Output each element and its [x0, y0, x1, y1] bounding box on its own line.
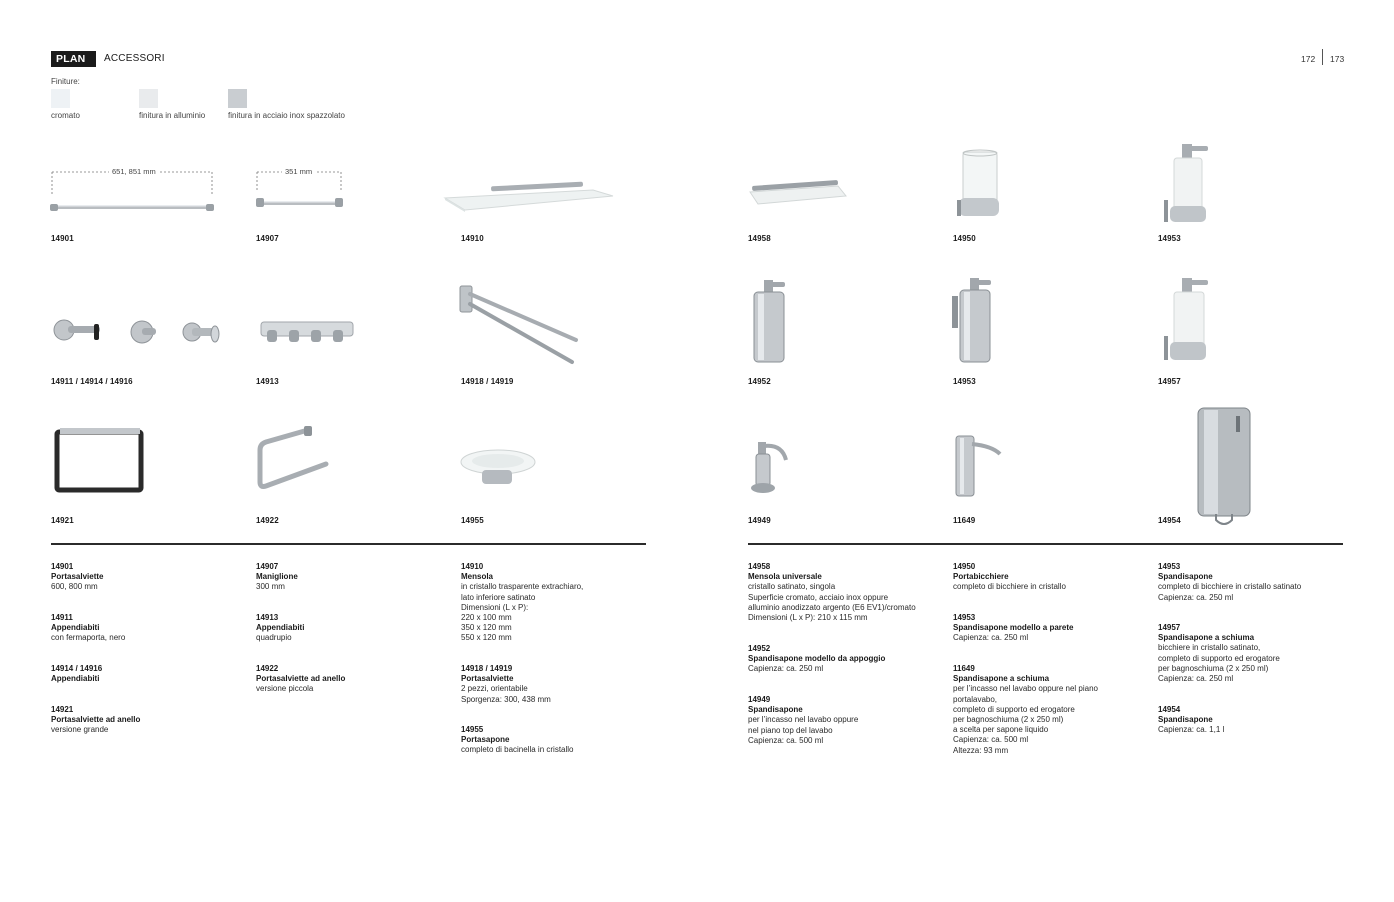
built-in-soap-dispenser-image [748, 440, 792, 496]
standing-soap-dispenser-image [748, 278, 798, 366]
page-number-left: 172 [1301, 54, 1316, 64]
description-11649: 11649 Spandisapone a schiuma per l’incasso nel lavabo oppure nel piano portalavabo, completo di supporto ed erogatore per bagnoschiuma (2 x 250 ml) a scelta per sapone liquido Capienza: ca. 500 ml Altezza: 93 mm [953, 664, 1098, 755]
product-code-14955: 14955 [461, 516, 484, 525]
dimension-label-14907: 351 mm [282, 167, 315, 176]
product-code-14953-b: 14953 [953, 377, 976, 386]
description-14901: 14901 Portasalviette 600, 800 mm [51, 562, 104, 592]
glass-holder-image [955, 148, 1005, 224]
plan-tag: PLAN [51, 51, 96, 67]
foam-dispenser-image [1160, 276, 1220, 366]
description-14914-14916: 14914 / 14916 Appendiabiti [51, 664, 103, 684]
swivel-towel-holder-image [458, 284, 580, 368]
description-14911: 14911 Appendiabiti con fermaporta, nero [51, 613, 126, 643]
product-code-14954: 14954 [1158, 516, 1181, 525]
description-14953-wall: 14953 Spandisapone modello a parete Capienza: ca. 250 ml [953, 613, 1074, 643]
ring-towel-holder-small-image [256, 424, 330, 492]
built-in-foam-dispenser-image [952, 434, 1004, 498]
finish-swatch-chrome [51, 89, 70, 108]
description-14952: 14952 Spandisapone modello da appoggio Capienza: ca. 250 ml [748, 644, 886, 674]
product-code-14907: 14907 [256, 234, 279, 243]
divider-right [748, 543, 1343, 545]
product-code-14952: 14952 [748, 377, 771, 386]
description-14921: 14921 Portasalviette ad anello versione grande [51, 705, 141, 735]
description-14918-14919: 14918 / 14919 Portasalviette 2 pezzi, orientabile Sporgenza: 300, 438 mm [461, 664, 551, 704]
wall-soap-dispenser-image [950, 276, 996, 366]
product-code-14918-14919: 14918 / 14919 [461, 377, 514, 386]
description-14954: 14954 Spandisapone Capienza: ca. 1,1 l [1158, 705, 1225, 735]
finishes-label: Finiture: [51, 77, 80, 86]
large-soap-dispenser-image [1194, 406, 1256, 530]
dimension-label-14901: 651, 851 mm [109, 167, 159, 176]
finish-label-brushed-steel: finitura in acciaio inox spazzolato [228, 111, 345, 120]
finish-swatch-aluminium [139, 89, 158, 108]
description-14949: 14949 Spandisapone per l’incasso nel lavabo oppure nel piano top del lavabo Capienza: ca. 500 ml [748, 695, 859, 745]
product-code-14949: 14949 [748, 516, 771, 525]
product-code-11649: 11649 [953, 516, 976, 525]
glass-shelf-image [443, 176, 615, 216]
description-14955: 14955 Portasapone completo di bacinella in cristallo [461, 725, 574, 755]
divider-left [51, 543, 646, 545]
product-code-14901: 14901 [51, 234, 74, 243]
description-14913: 14913 Appendiabiti quadrupio [256, 613, 305, 643]
finish-label-chrome: cromato [51, 111, 80, 120]
section-title: ACCESSORI [104, 53, 165, 64]
description-14950: 14950 Portabicchiere completo di bicchiere in cristallo [953, 562, 1066, 592]
product-code-14911-14914-14916: 14911 / 14914 / 14916 [51, 377, 133, 386]
product-code-14910: 14910 [461, 234, 484, 243]
universal-shelf-image [746, 176, 850, 208]
page-separator [1322, 49, 1323, 65]
description-14957: 14957 Spandisapone a schiuma bicchiere in cristallo satinato, completo di supporto ed erogatore per bagnoschiuma (2 x 250 ml) Capienza: ca. 250 ml [1158, 623, 1280, 684]
product-code-14921: 14921 [51, 516, 74, 525]
description-14958: 14958 Mensola universale cristallo satinato, singola Superficie cromato, acciaio inox oppure alluminio anodizzato argento (E6 EV1)/cromato Dimensioni (L x P): 210 x 115 mm [748, 562, 916, 623]
soap-dispenser-satin-image [1160, 140, 1220, 228]
description-14910: 14910 Mensola in cristallo trasparente extrachiaro, lato inferiore satinato Dimensioni (L x P): 220 x 100 mm 350 x 120 mm 550 x 120 mm [461, 562, 584, 643]
page-number-right: 173 [1330, 54, 1345, 64]
description-14953-satin: 14953 Spandisapone completo di bicchiere in cristallo satinato Capienza: ca. 250 ml [1158, 562, 1302, 602]
product-code-14957: 14957 [1158, 377, 1181, 386]
quad-hook-image [257, 316, 361, 346]
description-14922: 14922 Portasalviette ad anello versione piccola [256, 664, 346, 694]
ring-towel-holder-large-image [52, 424, 146, 494]
description-14907: 14907 Maniglione 300 mm [256, 562, 298, 592]
product-code-14913: 14913 [256, 377, 279, 386]
product-code-14953-a: 14953 [1158, 234, 1181, 243]
hooks-image [52, 312, 222, 352]
product-code-14958: 14958 [748, 234, 771, 243]
product-code-14922: 14922 [256, 516, 279, 525]
soap-dish-image [458, 448, 538, 490]
finish-label-aluminium: finitura in alluminio [139, 111, 206, 120]
finish-swatch-brushed-steel [228, 89, 247, 108]
product-code-14950: 14950 [953, 234, 976, 243]
